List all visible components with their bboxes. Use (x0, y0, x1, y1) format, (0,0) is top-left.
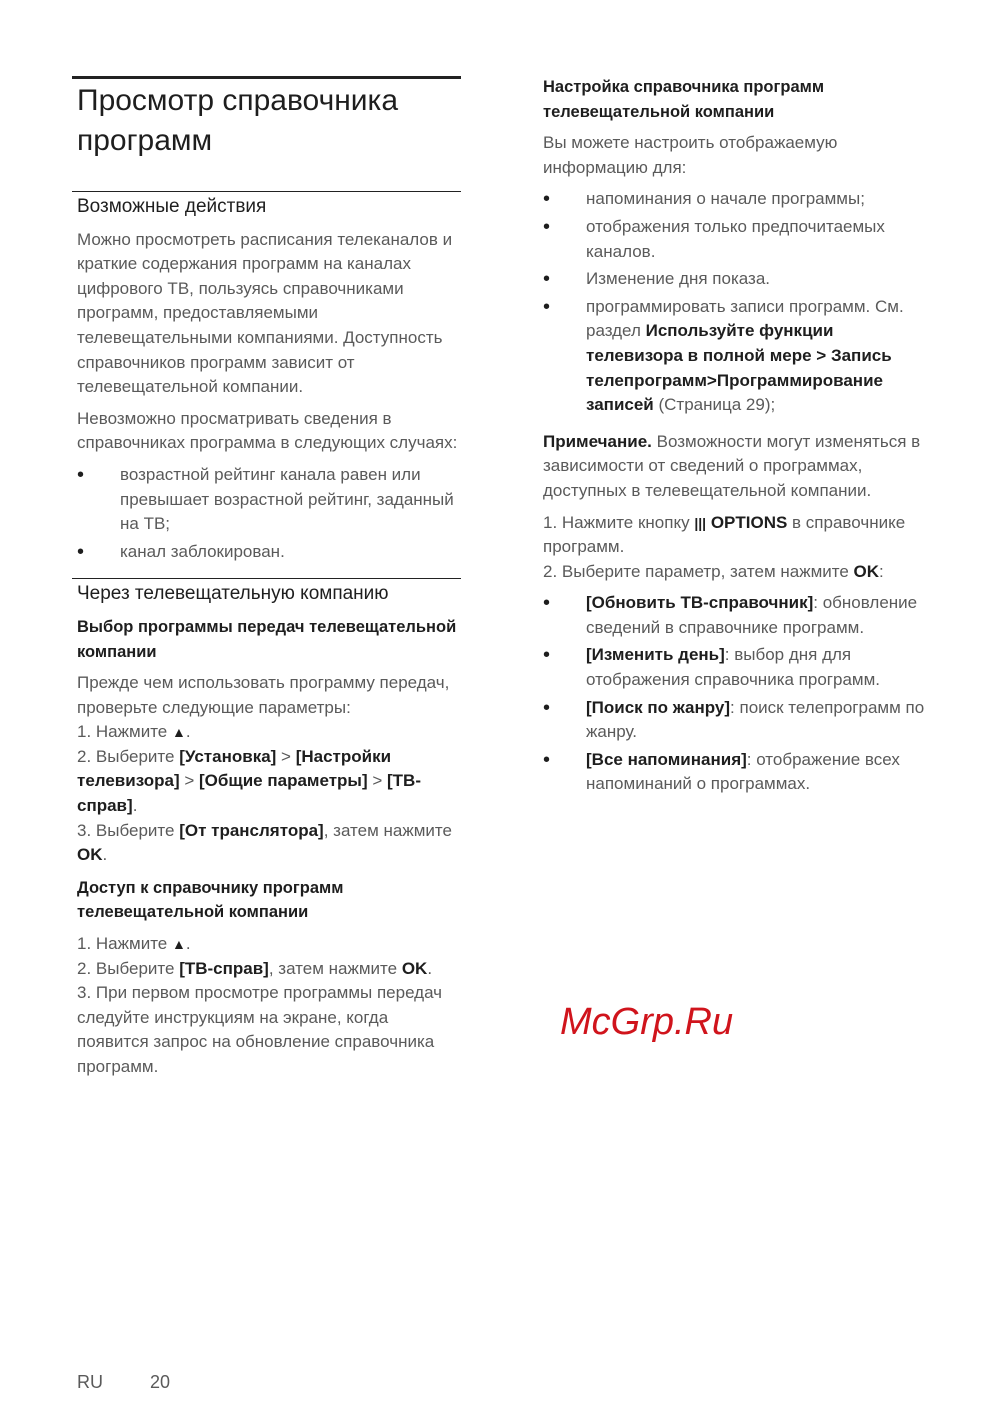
text: . (185, 934, 191, 954)
list-item (543, 215, 928, 264)
bold-text: [Обновить ТВ-справочник] (586, 593, 814, 613)
paragraph-configure (543, 131, 928, 180)
list-item (543, 643, 928, 692)
step (77, 981, 461, 1079)
list-item (543, 591, 928, 640)
bold-text: [Установка] (179, 746, 277, 766)
steps-options (543, 511, 928, 585)
bold-text: OK (77, 845, 103, 865)
bold-text: OK (853, 561, 880, 581)
text: 1. Нажмите кнопку (543, 512, 695, 532)
steps-select-guide (72, 720, 461, 868)
step (543, 560, 928, 585)
home-icon: ▲ (171, 724, 186, 741)
list-item (543, 295, 928, 418)
bold-text: [От транслятора] (179, 820, 324, 840)
page-title: Просмотр справочника программ (77, 84, 399, 157)
text: Вы можете настроить отображаемую информацию для: (543, 133, 838, 177)
text: (Страница 29); (653, 395, 776, 415)
steps-access-guide (72, 932, 461, 1080)
note (543, 430, 928, 504)
text: 3. Выберите (77, 820, 180, 840)
home-icon: ▲ (171, 936, 186, 953)
top-rule (72, 76, 461, 79)
list-item (543, 748, 928, 797)
step (77, 720, 461, 745)
step (77, 819, 461, 868)
text: > (276, 746, 296, 766)
page-number: 20 (150, 1372, 171, 1392)
list-item (543, 187, 928, 212)
bold-text: [ТВ-справ] (77, 771, 421, 816)
text: . (132, 796, 138, 816)
list-item (77, 540, 461, 565)
footer-language: RU (77, 1372, 103, 1392)
text: в справочнике программ. (543, 512, 906, 557)
text: , затем нажмите (268, 958, 402, 978)
text: программировать записи программ. См. раздел (586, 296, 904, 341)
text: 2. Выберите (77, 958, 180, 978)
bold-text: OK (401, 958, 428, 978)
bold-text: Используйте функции телевизора в полной мере > Запись телепрограмм>Программирование записей (586, 321, 892, 415)
text: : обновление сведений в справочнике программ. (586, 593, 918, 637)
bold-text: [ТВ-справ] (179, 958, 269, 978)
text: возрастной рейтинг канала равен или превышает возрастной рейтинг, заданный на ТВ; (120, 464, 454, 534)
text: Возможности могут изменяться в зависимости от сведений о программах, доступных в телевещательной компании. (543, 431, 921, 500)
bold-text: [Общие параметры] (199, 771, 368, 791)
right-column (543, 75, 928, 797)
list-item (77, 463, 461, 537)
text: 2. Выберите (77, 746, 180, 766)
paragraph-before-use (72, 671, 461, 720)
text: > (179, 771, 199, 791)
text: отображения только предпочитаемых каналов. (586, 216, 885, 261)
text: 1. Нажмите (77, 934, 172, 954)
bold-text: Примечание. (543, 431, 652, 451)
text: : отображение всех напоминаний о программах. (586, 749, 900, 794)
bold-text: [Все напоминания] (586, 749, 747, 769)
step (543, 511, 928, 560)
text: 1. Нажмите (77, 722, 172, 742)
section-rule (72, 578, 461, 579)
text: Прежде чем использовать программу передач, проверьте следующие параметры: (77, 673, 450, 717)
text: Изменение дня показа. (586, 269, 771, 289)
step (77, 957, 461, 982)
subheading-configure-guide: Настройка справочника программ телевещательной компании (543, 78, 825, 121)
options-icon: ||| (694, 514, 707, 531)
options-list (543, 591, 928, 797)
text: . (427, 958, 433, 978)
text: : поиск телепрограмм по жанру. (586, 697, 925, 742)
text: , затем нажмите (323, 820, 452, 840)
section-heading-broadcaster: Через телевещательную компанию (77, 583, 389, 605)
list-item (543, 696, 928, 745)
bold-text: [Поиск по жанру] (586, 697, 731, 717)
bold-text: OPTIONS (710, 512, 788, 532)
paragraph-limitations (72, 407, 461, 456)
section-rule (72, 191, 461, 192)
list-item (543, 267, 928, 292)
paragraph-intro (72, 228, 461, 400)
text: > (367, 771, 387, 791)
text: 3. При первом просмотре программы передач следуйте инструкциям на экране, когда появится запрос на обновление справочника программ. (77, 983, 443, 1076)
text: : (879, 561, 884, 581)
text: канал заблокирован. (120, 541, 285, 561)
text: Можно просмотреть расписания телеканалов и краткие содержания программ на каналах цифрового ТВ, пользуясь справочниками программ, предоставляемыми телевещательными компаниями. Доступность справочников программ зависит от телевещательной компании. (77, 229, 453, 397)
subheading-access-guide: Доступ к справочнику программ телевещательной компании (77, 878, 344, 922)
text: . (185, 722, 191, 742)
step (77, 932, 461, 957)
text: 2. Выберите параметр, затем нажмите (543, 561, 854, 581)
left-column (72, 76, 461, 1080)
step (77, 745, 461, 819)
text: Невозможно просматривать сведения в справочниках программа в следующих случаях: (77, 408, 458, 453)
section-heading-actions: Возможные действия (77, 196, 267, 217)
text: : выбор дня для отображения справочника программ. (586, 645, 881, 690)
text: напоминания о начале программы; (586, 189, 865, 209)
subheading-select-guide: Выбор программы передач телевещательной компании (77, 617, 457, 661)
bold-text: [Настройки телевизора] (77, 746, 392, 791)
watermark: McGrp.Ru (560, 1001, 734, 1043)
bold-text: [Изменить день] (586, 645, 725, 665)
text: . (102, 845, 108, 865)
limitations-list (72, 463, 461, 564)
configure-list (543, 187, 928, 417)
